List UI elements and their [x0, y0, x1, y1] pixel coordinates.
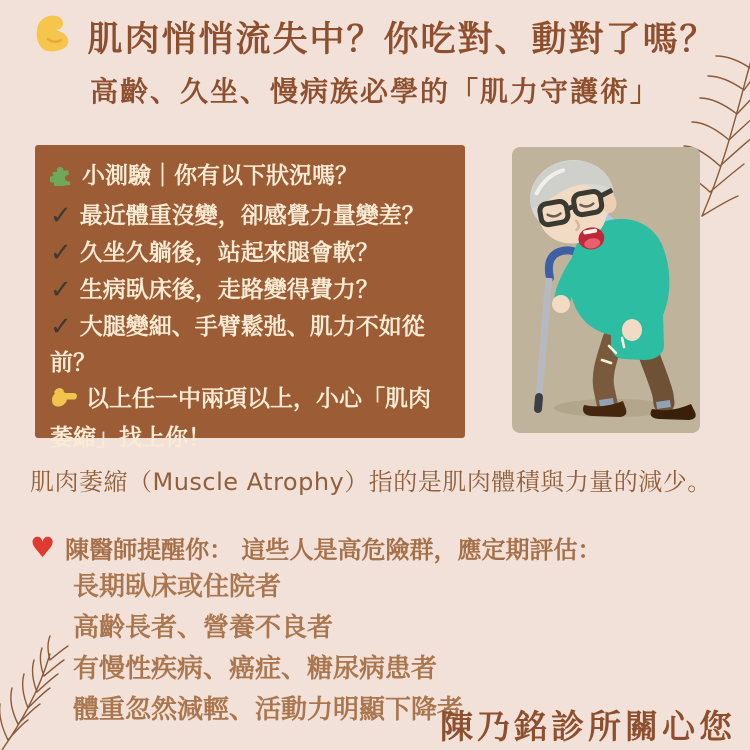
risk-group-item: 有慢性疾病、癌症、糖尿病患者 [73, 654, 438, 684]
checkmark-icon: ✓ [50, 238, 72, 268]
pointing-finger-icon [50, 384, 78, 420]
quiz-header: 小測驗｜你有以下狀況嗎？ [82, 163, 358, 189]
heart-icon: ♥ [30, 530, 56, 564]
muscle-icon [33, 13, 75, 62]
definition-text: 肌肉萎縮（Muscle Atrophy）指的是肌肉體積與力量的減少。 [30, 468, 712, 496]
quiz-item [50, 234, 450, 271]
quiz-header-line [50, 158, 450, 197]
elderly-man-illustration [512, 147, 700, 433]
quiz-item-text: 最近體重沒變，卻感覺力量變差？ [79, 203, 425, 229]
quiz-box [35, 145, 465, 451]
page-title: 肌肉悄悄流失中？你吃對、動對了嗎？ [87, 20, 717, 60]
puzzle-icon [50, 161, 74, 197]
reminder-row [30, 530, 730, 565]
risk-group-item: 長期臥床或住院者 [73, 572, 282, 602]
checkmark-icon: ✓ [50, 275, 72, 305]
quiz-item-text: 久坐久躺後，站起來腿會軟？ [79, 240, 379, 266]
risk-group-item: 高齡長者、營養不良者 [73, 613, 334, 643]
clinic-signature: 陳乃銘診所關心您 [440, 707, 736, 746]
quiz-conclusion: 以上任一中兩項以上，小心「肌肉萎縮」找上你！ [50, 386, 431, 451]
page-subtitle: 高齡、久坐、慢病族必學的「肌力守護術」 [89, 75, 660, 108]
quiz-conclusion-line [50, 381, 450, 456]
reminder-heading: 陳醫師提醒你： 這些人是高危險群，應定期評估： [65, 536, 602, 564]
quiz-item-text: 大腿變細、手臂鬆弛、肌力不如從前？ [50, 314, 425, 376]
fern-leaf-bottom-left-icon [0, 632, 104, 750]
checkmark-icon: ✓ [50, 312, 72, 342]
quiz-item [50, 271, 450, 308]
risk-group-item: 體重忽然減輕、活動力明顯下降者 [73, 695, 464, 725]
quiz-item [50, 308, 450, 381]
quiz-item-text: 生病臥床後，走路變得費力？ [79, 277, 379, 303]
quiz-item [50, 197, 450, 234]
checkmark-icon: ✓ [50, 201, 72, 231]
